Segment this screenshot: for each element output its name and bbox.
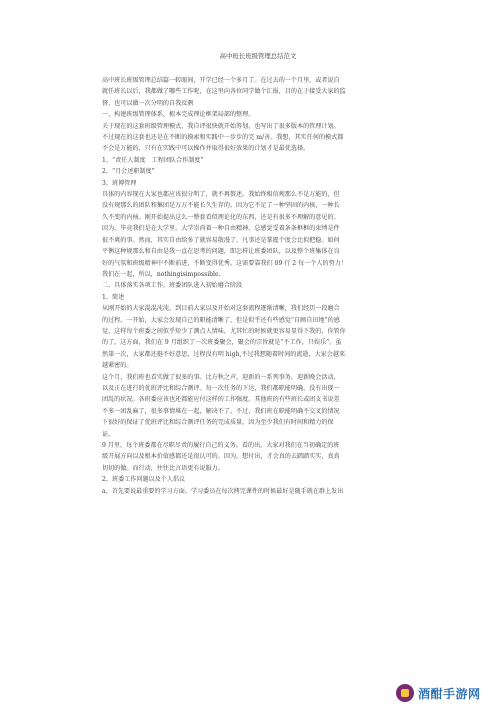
text-line: 这个月，我们班也看实做了很多的事。比方秋之声，迎新的一系列事务，迎新晚会活动，: [102, 373, 340, 381]
text-line: 高中班长班级管理总结篇一转眼间，开学已经一个多月了。在过去的一个月里，或者说自: [102, 77, 340, 84]
text-line: 9 月里，每个班委都在尽职尽责的履行自己的义务。看的出，大家对我们在当初确定的班: [102, 442, 340, 449]
text-line: 2、“月会述职制度”: [102, 168, 155, 176]
text-line: 一、构建班级管理体系，根本完成理论框架局部的整理。: [102, 111, 255, 119]
text-line: 具体的内容现在大家也都应该很分明了，就不再赘述。我始终相信规那么不是万能的，但: [102, 191, 340, 199]
text-line: 督，也可以做一次分明的自我反剩: [102, 99, 194, 107]
text-line: 平衡这种规那么和自由是我一直在思考的问题，即怎样让班委团队，以及整个班集体在良: [102, 248, 340, 256]
text-line: 就任班长以后，我都做了哪些工作呢，在这里向各位同学做个汇报，目的在于接受大家的监: [102, 88, 346, 96]
text-line: 的了。这方面，我们在 9 月组织了一次班委聚会，聚会的宗旨就是“不工作，只娱乐”。虽: [102, 339, 342, 347]
text-line: 没有规那么的团队和集团是万万不能长久生存的。因为它不足了一种坚固的内核，一种长: [102, 202, 340, 210]
text-line: 久不变的内核。刚开始提出这么一整套看似理论化的东西，还是有很多不理解的意见的。: [102, 213, 340, 221]
watermark-text: 酒酣手游网: [418, 686, 481, 701]
text-line: 以及正在进行的优班评比和综合测评。每一次任务的下达，我们都职能明确，没有出现一: [102, 384, 340, 392]
text-line: 的过程。一开始，大家会发现自己的职能清晰了，但是似乎还有些感觉“自顾自田地”的感: [102, 316, 340, 324]
text-line: 1、“责任人制度 工程团队合作制度”: [102, 156, 204, 164]
text-line: 从刚开始的大家混混沌沌，到目前大家以及开始对这套流程逐渐清晰，我们经历一段磨合: [102, 305, 340, 313]
text-line: 1、简述: [102, 293, 125, 301]
site-watermark: [396, 682, 496, 704]
document-title: 高中班长班级管理总结范文: [219, 52, 297, 60]
text-line: 然第一次，大家都还挺不好意思，过程没有明 high,不过我想随着时间的流逝，大家会越来: [102, 350, 346, 358]
text-line: 下很好的保证了优班评比和综合测评任务的完成质量，因为至少我们有时间和精力的保: [102, 419, 334, 427]
text-line: 二、具体落实各项工作，班委团队进入初始磨合阶段: [102, 282, 243, 290]
text-line: 我们在一起，所以，nothingisimpossible.: [102, 270, 221, 278]
text-line: 3、班博管理: [102, 179, 137, 187]
text-line: 团乱的状况。各班委应该也还都能应付这样的工作强度。其他班的有些班长或团支书说差: [102, 396, 340, 404]
text-line: 证。: [102, 430, 115, 438]
text-line: 不会是万能的，只有在实践中可以操作并取得很好效果的计划才是最优选择。: [102, 145, 310, 153]
document-body: [102, 75, 414, 497]
text-line: 不多一团乱麻了，很多事情堆在一起，解决不了。不过，我们班在职能明确不交叉的情况: [102, 407, 340, 415]
text-line: 关于现在的这套班级管理模式，我自评很快就开始筹划，也写出了很多版本的管理计划。: [102, 122, 340, 130]
text-line: 级开展方向以及根本价值感都还是很认可的。因为，想付出，才会真的去踏踏实实，真真: [102, 453, 340, 461]
text-line: 很不爽的事。然而，其实自由给多了就容易散漫了，凡事还是掌握个度会比拟把稳。如何: [102, 236, 340, 244]
document-page: [102, 52, 414, 497]
text-line: 2、班委工作问题以及个人倡议: [102, 476, 186, 484]
text-line: 觉，这样每个班委之间似乎短少了测点人情味，尤其忙的时候就更容易显得下我的，你管你: [102, 327, 346, 335]
text-line: 越紧密的。: [102, 362, 133, 370]
text-line: 不过现在的这套也还是在不断的摸索和实践中一步步的完 m/善。我想，其实任何的模式都: [102, 134, 344, 142]
text-line: 好的气氛和班级精神中不断前进，不断变得优秀。这需要靠我们 09 行 2 每一个人的努力！: [102, 259, 347, 267]
text-line: a、首先要说最重要的学习方面。学习委员在每次拷完课件的时候最好是随手就在群上发出: [102, 487, 344, 495]
text-line: 切切的做。而行动，往往比言语更有说服力。: [102, 464, 224, 472]
game-controller-logo-icon: [396, 684, 414, 702]
text-line: 因为，毕竟我们是在大学里。大学崇尚着一种自由精神，总感觉受着条条框框的束缚是件: [102, 225, 340, 233]
